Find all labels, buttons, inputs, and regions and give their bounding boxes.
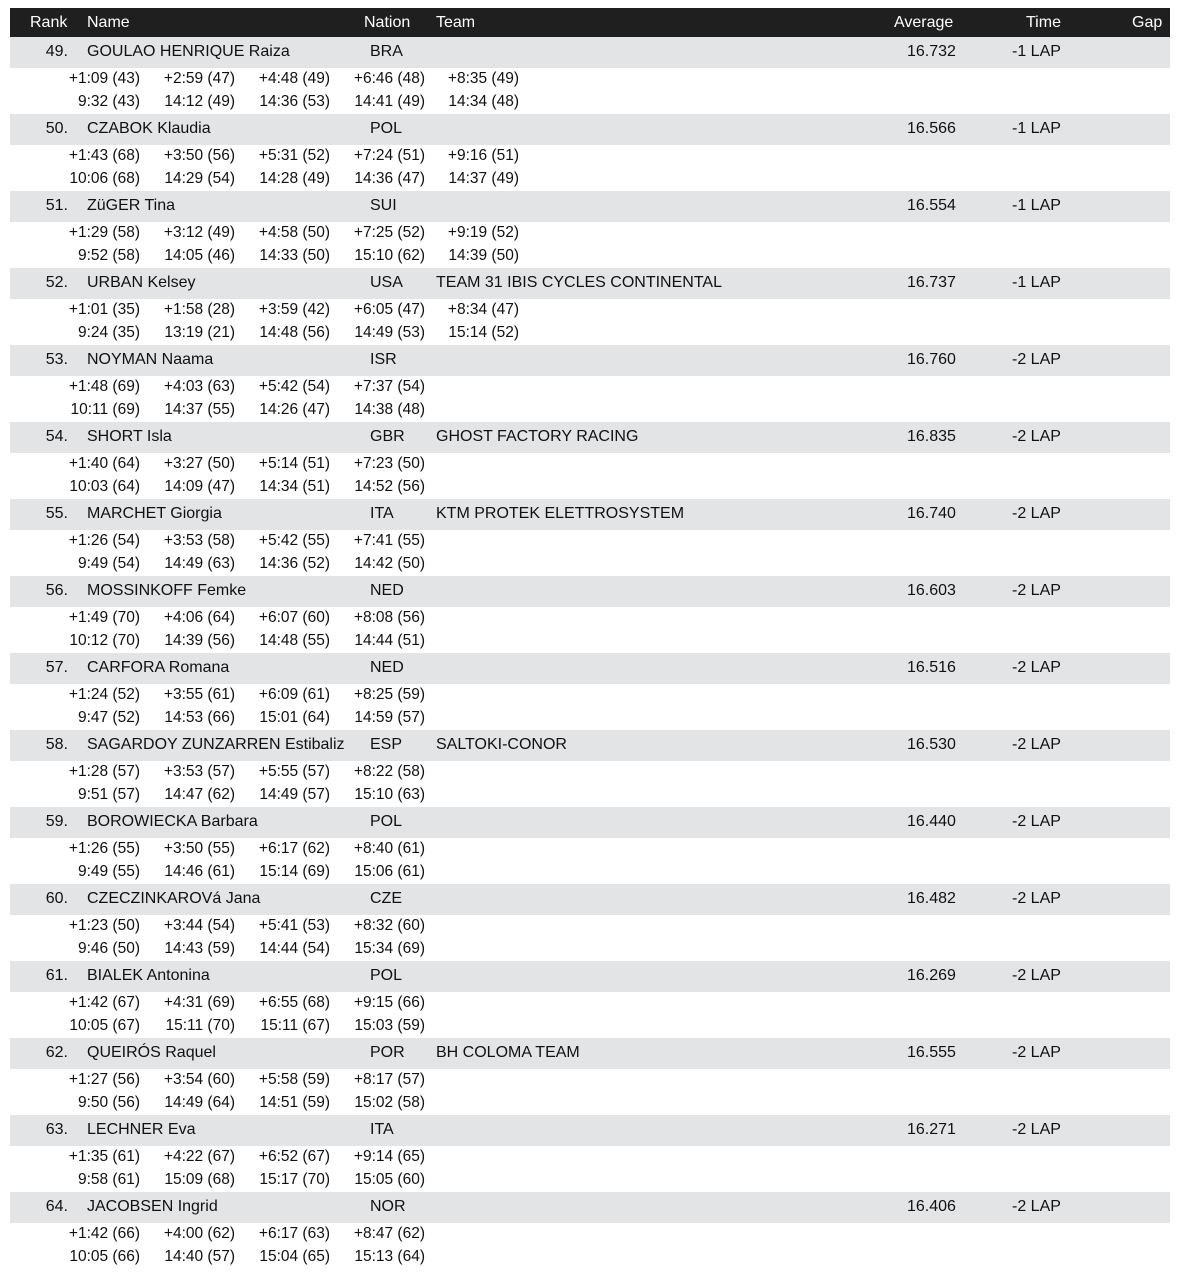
lap-time-value: 14:05 (46) xyxy=(164,247,235,264)
lap-time-value: 9:32 (43) xyxy=(77,93,140,110)
lap-gap-value: +8:35 (49) xyxy=(447,70,519,87)
rider-summary-row xyxy=(10,807,1170,838)
lap-gap-value: +8:25 (59) xyxy=(353,686,425,703)
rider-summary-row xyxy=(10,114,1170,145)
lap-time-value: 14:34 (48) xyxy=(448,93,519,110)
rank-column-header: Rank xyxy=(30,14,68,31)
rider-average: 16.406 xyxy=(907,1198,956,1215)
lap-gap-value: +1:01 (35) xyxy=(68,301,140,318)
lap-time-value: 14:37 (55) xyxy=(164,401,235,418)
lap-time-value: 14:40 (57) xyxy=(164,1248,235,1265)
lap-gap-value: +3:50 (56) xyxy=(163,147,235,164)
lap-time-value: 14:49 (53) xyxy=(354,324,425,341)
average-column-header: Average xyxy=(894,14,954,31)
rider-nation: POL xyxy=(370,813,403,830)
rider-rank: 51. xyxy=(45,197,68,214)
lap-gap-value: +4:22 (67) xyxy=(163,1148,235,1165)
rider-entry xyxy=(10,653,1170,730)
rider-summary-row xyxy=(10,1115,1170,1146)
lap-gap-value: +6:07 (60) xyxy=(258,609,330,626)
rider-average: 16.555 xyxy=(907,1044,956,1061)
lap-time-value: 14:44 (54) xyxy=(259,940,330,957)
lap-gap-value: +6:05 (47) xyxy=(353,301,425,318)
rider-rank: 63. xyxy=(45,1121,68,1138)
lap-gap-value: +6:09 (61) xyxy=(258,686,330,703)
rider-team: GHOST FACTORY RACING xyxy=(436,428,639,445)
rider-summary-row xyxy=(10,1192,1170,1223)
lap-time-value: 15:14 (69) xyxy=(259,863,330,880)
lap-gap-value: +3:27 (50) xyxy=(163,455,235,472)
rider-rank: 64. xyxy=(45,1198,68,1215)
lap-gap-value: +9:19 (52) xyxy=(447,224,519,241)
rider-rank: 58. xyxy=(45,736,68,753)
rider-nation: NOR xyxy=(370,1198,406,1215)
rider-name: CARFORA Romana xyxy=(87,659,230,676)
lap-time-value: 9:49 (55) xyxy=(77,863,140,880)
lap-time-value: 14:12 (49) xyxy=(164,93,235,110)
rider-time: -1 LAP xyxy=(1012,43,1061,60)
lap-gap-value: +4:48 (49) xyxy=(258,70,330,87)
rider-name: CZABOK Klaudia xyxy=(87,120,211,137)
lap-gap-value: +4:03 (63) xyxy=(163,378,235,395)
lap-gap-value: +7:25 (52) xyxy=(353,224,425,241)
rider-entry xyxy=(10,345,1170,422)
team-column-header: Team xyxy=(436,14,476,31)
rider-time: -2 LAP xyxy=(1012,1121,1061,1138)
lap-time-value: 10:12 (70) xyxy=(69,632,140,649)
lap-gap-value: +3:55 (61) xyxy=(163,686,235,703)
lap-time-value: 14:39 (50) xyxy=(448,247,519,264)
rider-rank: 52. xyxy=(45,274,68,291)
rider-average: 16.737 xyxy=(907,274,956,291)
rider-time: -2 LAP xyxy=(1012,582,1061,599)
rider-average: 16.482 xyxy=(907,890,956,907)
rider-nation: POL xyxy=(370,120,403,137)
rider-average: 16.530 xyxy=(907,736,956,753)
rider-entry xyxy=(10,961,1170,1038)
rider-nation: NED xyxy=(370,582,404,599)
rider-nation: POR xyxy=(370,1044,405,1061)
lap-time-value: 14:44 (51) xyxy=(354,632,425,649)
lap-time-value: 10:05 (66) xyxy=(69,1248,140,1265)
lap-gap-value: +1:40 (64) xyxy=(68,455,140,472)
rider-rank: 50. xyxy=(45,120,68,137)
lap-time-value: 14:36 (52) xyxy=(259,555,330,572)
lap-gap-value: +3:12 (49) xyxy=(163,224,235,241)
lap-time-value: 14:51 (59) xyxy=(259,1094,330,1111)
rider-nation: POL xyxy=(370,967,403,984)
lap-time-value: 15:10 (63) xyxy=(354,786,425,803)
rider-name: NOYMAN Naama xyxy=(87,351,214,368)
rider-summary-row xyxy=(10,191,1170,222)
lap-gap-value: +3:59 (42) xyxy=(258,301,330,318)
rider-team: KTM PROTEK ELETTROSYSTEM xyxy=(436,505,685,522)
rider-name: LECHNER Eva xyxy=(87,1121,196,1138)
lap-gap-value: +7:37 (54) xyxy=(353,378,425,395)
lap-time-value: 9:49 (54) xyxy=(77,555,140,572)
rider-entry xyxy=(10,268,1170,345)
lap-gap-value: +5:42 (55) xyxy=(258,532,330,549)
rider-summary-row xyxy=(10,884,1170,915)
lap-gap-value: +1:42 (67) xyxy=(68,994,140,1011)
rider-rank: 61. xyxy=(45,967,68,984)
rider-time: -2 LAP xyxy=(1012,505,1061,522)
rider-time: -2 LAP xyxy=(1012,736,1061,753)
lap-gap-value: +1:58 (28) xyxy=(163,301,235,318)
lap-time-value: 14:42 (50) xyxy=(354,555,425,572)
rider-nation: ESP xyxy=(370,736,403,753)
gap-column-header: Gap xyxy=(1132,14,1163,31)
lap-gap-value: +1:27 (56) xyxy=(68,1071,140,1088)
lap-time-value: 14:47 (62) xyxy=(164,786,235,803)
rider-time: -2 LAP xyxy=(1012,813,1061,830)
lap-gap-value: +8:34 (47) xyxy=(447,301,519,318)
lap-time-value: 15:02 (58) xyxy=(354,1094,425,1111)
rider-nation: ISR xyxy=(370,351,397,368)
rider-rank: 55. xyxy=(45,505,68,522)
lap-gap-value: +1:35 (61) xyxy=(68,1148,140,1165)
lap-time-value: 10:06 (68) xyxy=(69,170,140,187)
rider-entry xyxy=(10,422,1170,499)
name-column-header: Name xyxy=(87,14,130,31)
rider-entry xyxy=(10,499,1170,576)
lap-time-value: 14:46 (61) xyxy=(164,863,235,880)
lap-time-value: 14:52 (56) xyxy=(354,478,425,495)
lap-gap-value: +5:41 (53) xyxy=(258,917,330,934)
lap-gap-value: +8:08 (56) xyxy=(353,609,425,626)
rider-summary-row xyxy=(10,499,1170,530)
lap-gap-value: +1:24 (52) xyxy=(68,686,140,703)
lap-time-value: 9:47 (52) xyxy=(77,709,140,726)
lap-time-value: 9:51 (57) xyxy=(77,786,140,803)
lap-gap-value: +8:32 (60) xyxy=(353,917,425,934)
lap-time-value: 14:41 (49) xyxy=(354,93,425,110)
rider-rank: 59. xyxy=(45,813,68,830)
lap-gap-value: +4:58 (50) xyxy=(258,224,330,241)
lap-gap-value: +5:58 (59) xyxy=(258,1071,330,1088)
rider-rank: 62. xyxy=(45,1044,68,1061)
rider-average: 16.603 xyxy=(907,582,956,599)
rider-name: CZECZINKAROVá Jana xyxy=(87,890,261,907)
rider-name: SHORT Isla xyxy=(87,428,172,445)
rider-team: SALTOKI-CONOR xyxy=(436,736,567,753)
lap-time-value: 15:11 (70) xyxy=(165,1017,235,1034)
lap-gap-value: +5:14 (51) xyxy=(258,455,330,472)
results-list xyxy=(10,37,1170,1269)
lap-gap-value: +1:28 (57) xyxy=(68,763,140,780)
rider-name: BIALEK Antonina xyxy=(87,967,210,984)
lap-time-value: 15:34 (69) xyxy=(354,940,425,957)
lap-time-value: 15:09 (68) xyxy=(164,1171,235,1188)
rider-average: 16.269 xyxy=(907,967,956,984)
lap-gap-value: +6:46 (48) xyxy=(353,70,425,87)
lap-gap-value: +1:42 (66) xyxy=(68,1225,140,1242)
rider-rank: 56. xyxy=(45,582,68,599)
lap-gap-value: +8:22 (58) xyxy=(353,763,425,780)
lap-time-value: 9:24 (35) xyxy=(77,324,140,341)
lap-gap-value: +6:55 (68) xyxy=(258,994,330,1011)
rider-average: 16.554 xyxy=(907,197,956,214)
rider-summary-row xyxy=(10,422,1170,453)
lap-time-value: 14:39 (56) xyxy=(164,632,235,649)
rider-average: 16.516 xyxy=(907,659,956,676)
lap-time-value: 14:26 (47) xyxy=(259,401,330,418)
lap-time-value: 14:43 (59) xyxy=(164,940,235,957)
lap-gap-value: +6:17 (63) xyxy=(258,1225,330,1242)
rider-time: -2 LAP xyxy=(1012,351,1061,368)
rider-summary-row xyxy=(10,730,1170,761)
rider-summary-row xyxy=(10,1038,1170,1069)
lap-gap-value: +3:54 (60) xyxy=(163,1071,235,1088)
rider-summary-row xyxy=(10,345,1170,376)
lap-gap-value: +1:48 (69) xyxy=(68,378,140,395)
lap-gap-value: +4:00 (62) xyxy=(163,1225,235,1242)
lap-time-value: 14:59 (57) xyxy=(354,709,425,726)
results-table-header xyxy=(10,8,1170,37)
lap-gap-value: +9:14 (65) xyxy=(353,1148,425,1165)
lap-time-value: 15:10 (62) xyxy=(354,247,425,264)
lap-time-value: 15:11 (67) xyxy=(260,1017,330,1034)
lap-time-value: 15:13 (64) xyxy=(354,1248,425,1265)
lap-time-value: 14:49 (63) xyxy=(164,555,235,572)
lap-time-value: 14:48 (56) xyxy=(259,324,330,341)
rider-average: 16.566 xyxy=(907,120,956,137)
rider-entry xyxy=(10,114,1170,191)
lap-time-value: 9:58 (61) xyxy=(77,1171,140,1188)
lap-time-value: 14:09 (47) xyxy=(164,478,235,495)
lap-gap-value: +3:53 (57) xyxy=(163,763,235,780)
lap-time-value: 13:19 (21) xyxy=(164,324,235,341)
lap-gap-value: +3:44 (54) xyxy=(163,917,235,934)
lap-time-value: 14:33 (50) xyxy=(259,247,330,264)
rider-average: 16.760 xyxy=(907,351,956,368)
rider-average: 16.740 xyxy=(907,505,956,522)
lap-time-value: 15:04 (65) xyxy=(259,1248,330,1265)
lap-time-value: 15:01 (64) xyxy=(259,709,330,726)
nation-column-header: Nation xyxy=(364,14,411,31)
lap-gap-value: +6:17 (62) xyxy=(258,840,330,857)
rider-name: QUEIRÓS Raquel xyxy=(87,1044,216,1061)
lap-gap-value: +5:42 (54) xyxy=(258,378,330,395)
lap-gap-value: +5:55 (57) xyxy=(258,763,330,780)
rider-entry xyxy=(10,1115,1170,1192)
lap-time-value: 14:29 (54) xyxy=(164,170,235,187)
lap-gap-value: +1:49 (70) xyxy=(68,609,140,626)
rider-nation: SUI xyxy=(370,197,397,214)
rider-time: -2 LAP xyxy=(1012,1044,1061,1061)
rider-time: -2 LAP xyxy=(1012,1198,1061,1215)
rider-time: -1 LAP xyxy=(1012,120,1061,137)
rider-time: -1 LAP xyxy=(1012,274,1061,291)
rider-name: URBAN Kelsey xyxy=(87,274,196,291)
lap-time-value: 9:50 (56) xyxy=(77,1094,140,1111)
lap-time-value: 15:17 (70) xyxy=(259,1171,330,1188)
lap-time-value: 10:03 (64) xyxy=(69,478,140,495)
rider-name: GOULAO HENRIQUE Raiza xyxy=(87,43,290,60)
lap-time-value: 14:38 (48) xyxy=(354,401,425,418)
lap-time-value: 14:36 (53) xyxy=(259,93,330,110)
rider-time: -1 LAP xyxy=(1012,197,1061,214)
rider-nation: USA xyxy=(370,274,403,291)
rider-entry xyxy=(10,191,1170,268)
rider-name: JACOBSEN Ingrid xyxy=(87,1198,218,1215)
rider-name: MOSSINKOFF Femke xyxy=(87,582,247,599)
lap-time-value: 14:37 (49) xyxy=(448,170,519,187)
lap-time-value: 10:11 (69) xyxy=(70,401,140,418)
rider-summary-row xyxy=(10,961,1170,992)
rider-rank: 49. xyxy=(45,43,68,60)
lap-gap-value: +1:29 (58) xyxy=(68,224,140,241)
rider-nation: ITA xyxy=(370,505,394,522)
rider-summary-row xyxy=(10,576,1170,607)
lap-gap-value: +6:52 (67) xyxy=(258,1148,330,1165)
lap-gap-value: +8:40 (61) xyxy=(353,840,425,857)
rider-name: BOROWIECKA Barbara xyxy=(87,813,258,830)
lap-gap-value: +1:23 (50) xyxy=(68,917,140,934)
rider-rank: 54. xyxy=(45,428,68,445)
lap-gap-value: +3:50 (55) xyxy=(163,840,235,857)
lap-gap-value: +1:09 (43) xyxy=(68,70,140,87)
lap-time-value: 15:05 (60) xyxy=(354,1171,425,1188)
rider-nation: ITA xyxy=(370,1121,394,1138)
rider-rank: 53. xyxy=(45,351,68,368)
rider-entry xyxy=(10,1192,1170,1269)
rider-nation: CZE xyxy=(370,890,402,907)
rider-entry xyxy=(10,807,1170,884)
rider-entry xyxy=(10,37,1170,114)
rider-summary-row xyxy=(10,268,1170,299)
lap-time-value: 10:05 (67) xyxy=(69,1017,140,1034)
rider-team: BH COLOMA TEAM xyxy=(436,1044,580,1061)
lap-gap-value: +2:59 (47) xyxy=(163,70,235,87)
lap-time-value: 15:14 (52) xyxy=(448,324,519,341)
lap-gap-value: +1:26 (54) xyxy=(68,532,140,549)
lap-time-value: 9:46 (50) xyxy=(77,940,140,957)
lap-time-value: 15:03 (59) xyxy=(354,1017,425,1034)
rider-nation: NED xyxy=(370,659,404,676)
rider-nation: GBR xyxy=(370,428,405,445)
lap-time-value: 14:53 (66) xyxy=(164,709,235,726)
lap-time-value: 15:06 (61) xyxy=(354,863,425,880)
lap-gap-value: +9:15 (66) xyxy=(353,994,425,1011)
lap-time-value: 14:48 (55) xyxy=(259,632,330,649)
lap-gap-value: +1:43 (68) xyxy=(68,147,140,164)
lap-time-value: 14:49 (64) xyxy=(164,1094,235,1111)
rider-time: -2 LAP xyxy=(1012,890,1061,907)
rider-name: MARCHET Giorgia xyxy=(87,505,222,522)
rider-average: 16.732 xyxy=(907,43,956,60)
lap-gap-value: +8:47 (62) xyxy=(353,1225,425,1242)
lap-gap-value: +1:26 (55) xyxy=(68,840,140,857)
lap-time-value: 14:28 (49) xyxy=(259,170,330,187)
lap-time-value: 14:34 (51) xyxy=(259,478,330,495)
lap-gap-value: +8:17 (57) xyxy=(353,1071,425,1088)
lap-gap-value: +7:41 (55) xyxy=(353,532,425,549)
rider-entry xyxy=(10,576,1170,653)
rider-rank: 57. xyxy=(45,659,68,676)
rider-time: -2 LAP xyxy=(1012,967,1061,984)
lap-time-value: 14:49 (57) xyxy=(259,786,330,803)
lap-time-value: 14:36 (47) xyxy=(354,170,425,187)
rider-team: TEAM 31 IBIS CYCLES CONTINENTAL xyxy=(436,274,722,291)
lap-gap-value: +7:24 (51) xyxy=(353,147,425,164)
lap-gap-value: +5:31 (52) xyxy=(258,147,330,164)
time-column-header: Time xyxy=(1026,14,1061,31)
rider-entry xyxy=(10,1038,1170,1115)
rider-time: -2 LAP xyxy=(1012,659,1061,676)
lap-gap-value: +9:16 (51) xyxy=(447,147,519,164)
rider-summary-row xyxy=(10,653,1170,684)
rider-name: ZüGER Tina xyxy=(87,197,176,214)
rider-nation: BRA xyxy=(370,43,403,60)
rider-average: 16.440 xyxy=(907,813,956,830)
lap-gap-value: +3:53 (58) xyxy=(163,532,235,549)
rider-average: 16.271 xyxy=(907,1121,956,1138)
rider-entry xyxy=(10,884,1170,961)
lap-gap-value: +4:06 (64) xyxy=(163,609,235,626)
lap-gap-value: +7:23 (50) xyxy=(353,455,425,472)
rider-rank: 60. xyxy=(45,890,68,907)
rider-entry xyxy=(10,730,1170,807)
rider-time: -2 LAP xyxy=(1012,428,1061,445)
lap-time-value: 9:52 (58) xyxy=(77,247,140,264)
rider-name: SAGARDOY ZUNZARREN Estibaliz xyxy=(87,736,345,753)
lap-gap-value: +4:31 (69) xyxy=(163,994,235,1011)
rider-average: 16.835 xyxy=(907,428,956,445)
rider-summary-row xyxy=(10,37,1170,68)
